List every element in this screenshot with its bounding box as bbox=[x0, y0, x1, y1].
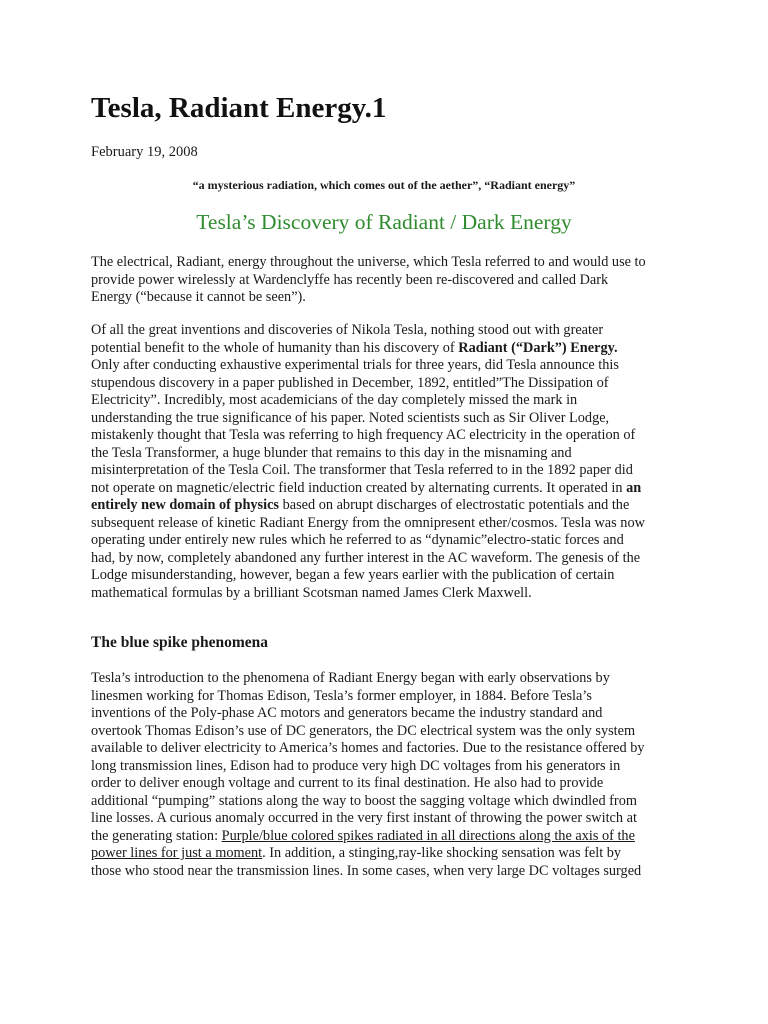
text-line bbox=[91, 497, 691, 515]
text-line: Electricity”. Incredibly, most academicians of the day completely missed the mark in bbox=[91, 392, 578, 408]
text-line: those who stood near the transmission lines. In some cases, when very large DC voltages surged bbox=[91, 862, 642, 879]
intro-paragraph bbox=[91, 254, 691, 307]
text-line: Energy (“because it cannot be seen”). bbox=[91, 289, 306, 305]
epigraph-quote: “a mysterious radiation, which comes out of the aether”, “Radiant energy” bbox=[192, 178, 576, 192]
bold-term-new-domain: entirely new domain of physics bbox=[91, 497, 279, 513]
text-run: based on abrupt discharges of electrostatic potentials and the bbox=[279, 497, 630, 513]
text-line bbox=[91, 845, 691, 863]
text-line: overtook Thomas Edison’s use of DC generators, the DC electrical system was the only system bbox=[91, 722, 636, 739]
text-line: Lodge misunderstanding, however, began a few years earlier with the publication of certain bbox=[91, 567, 615, 583]
text-line: subsequent release of kinetic Radiant Energy from the omnipresent ether/cosmos. Tesla was now bbox=[91, 514, 645, 531]
text-line: long transmission lines, Edison had to produce very high DC voltages from his generators in bbox=[91, 757, 621, 774]
text-run: not operate on magnetic/electric field induction created by alternating currents. It operated in bbox=[91, 479, 627, 496]
section-heading: The blue spike phenomena bbox=[91, 634, 269, 651]
text-line: operating under entirely new rules which he referred to as “dynamic”electro-static forces and bbox=[91, 532, 624, 548]
text-line: line losses. A curious anomaly occurred in the very first instant of throwing the power switch at bbox=[91, 810, 637, 826]
text-run: . In addition, a stinging,ray-like shocking sensation was felt by bbox=[262, 845, 622, 861]
page-title: Tesla, Radiant Energy.1 bbox=[91, 92, 387, 124]
text-line: order to deliver enough voltage and current to its final destination. He also had to provide bbox=[91, 775, 604, 791]
text-line: had, by now, completely abandoned any further interest in the AC waveform. The genesis of the bbox=[91, 549, 641, 566]
section-paragraph bbox=[91, 670, 691, 880]
text-line bbox=[91, 828, 691, 846]
underlined-phrase: Purple/blue colored spikes radiated in all directions along the axis of the bbox=[221, 827, 635, 844]
text-run: potential benefit to the whole of humanity than his discovery of bbox=[91, 339, 459, 356]
bold-term-an: an bbox=[626, 479, 642, 496]
text-line: Tesla’s introduction to the phenomena of Radiant Energy began with early observations by bbox=[91, 670, 610, 686]
text-line bbox=[91, 340, 691, 358]
text-line: Of all the great inventions and discoveries of Nikola Tesla, nothing stood out with greater bbox=[91, 322, 604, 338]
text-line: The electrical, Radiant, energy throughout the universe, which Tesla referred to and would use to bbox=[91, 254, 646, 270]
text-run: the generating station: bbox=[91, 827, 222, 844]
text-line: mathematical formulas by a brilliant Scotsman named James Clerk Maxwell. bbox=[91, 584, 532, 601]
text-line: additional “pumping” stations along the way to boost the sagging voltage which dwindled from bbox=[91, 792, 637, 809]
article-subtitle: Tesla’s Discovery of Radiant / Dark Energy bbox=[196, 210, 572, 234]
text-line: available to deliver electricity to America’s homes and factories. Due to the resistance offered by bbox=[91, 740, 645, 756]
text-line: provide power wirelessly at Wardenclyffe has recently been re-discovered and called Dark bbox=[91, 271, 609, 288]
main-paragraph bbox=[91, 322, 691, 602]
bold-term-radiant-energy: Radiant (“Dark”) Energy. bbox=[458, 339, 618, 356]
text-line: the Tesla Transformer, a huge blunder that remains to this day in the misnaming and bbox=[91, 444, 572, 461]
text-line: understanding the true significance of his paper. Noted scientists such as Sir Oliver Lodge, bbox=[91, 409, 610, 426]
text-line: linesmen working for Thomas Edison, Tesla’s former employer, in 1884. Before Tesla’s bbox=[91, 687, 592, 704]
underlined-phrase: power lines for just a moment bbox=[91, 845, 263, 861]
text-line: stupendous discovery in a paper published in December, 1892, entitled”The Dissipation of bbox=[91, 374, 609, 391]
text-line: misinterpretation of the Tesla Coil. The transformer that Tesla referred to in the 1892 paper did bbox=[91, 462, 633, 478]
text-line: Only after conducting exhaustive experimental trials for three years, did Tesla announce this bbox=[91, 357, 619, 373]
post-date: February 19, 2008 bbox=[91, 144, 198, 160]
text-line: inventions of the Poly-phase AC motors and generators became the industry standard and bbox=[91, 705, 603, 721]
text-line: mistakenly thought that Tesla was referring to high frequency AC electricity in the operation of bbox=[91, 427, 636, 443]
text-line bbox=[91, 480, 691, 498]
